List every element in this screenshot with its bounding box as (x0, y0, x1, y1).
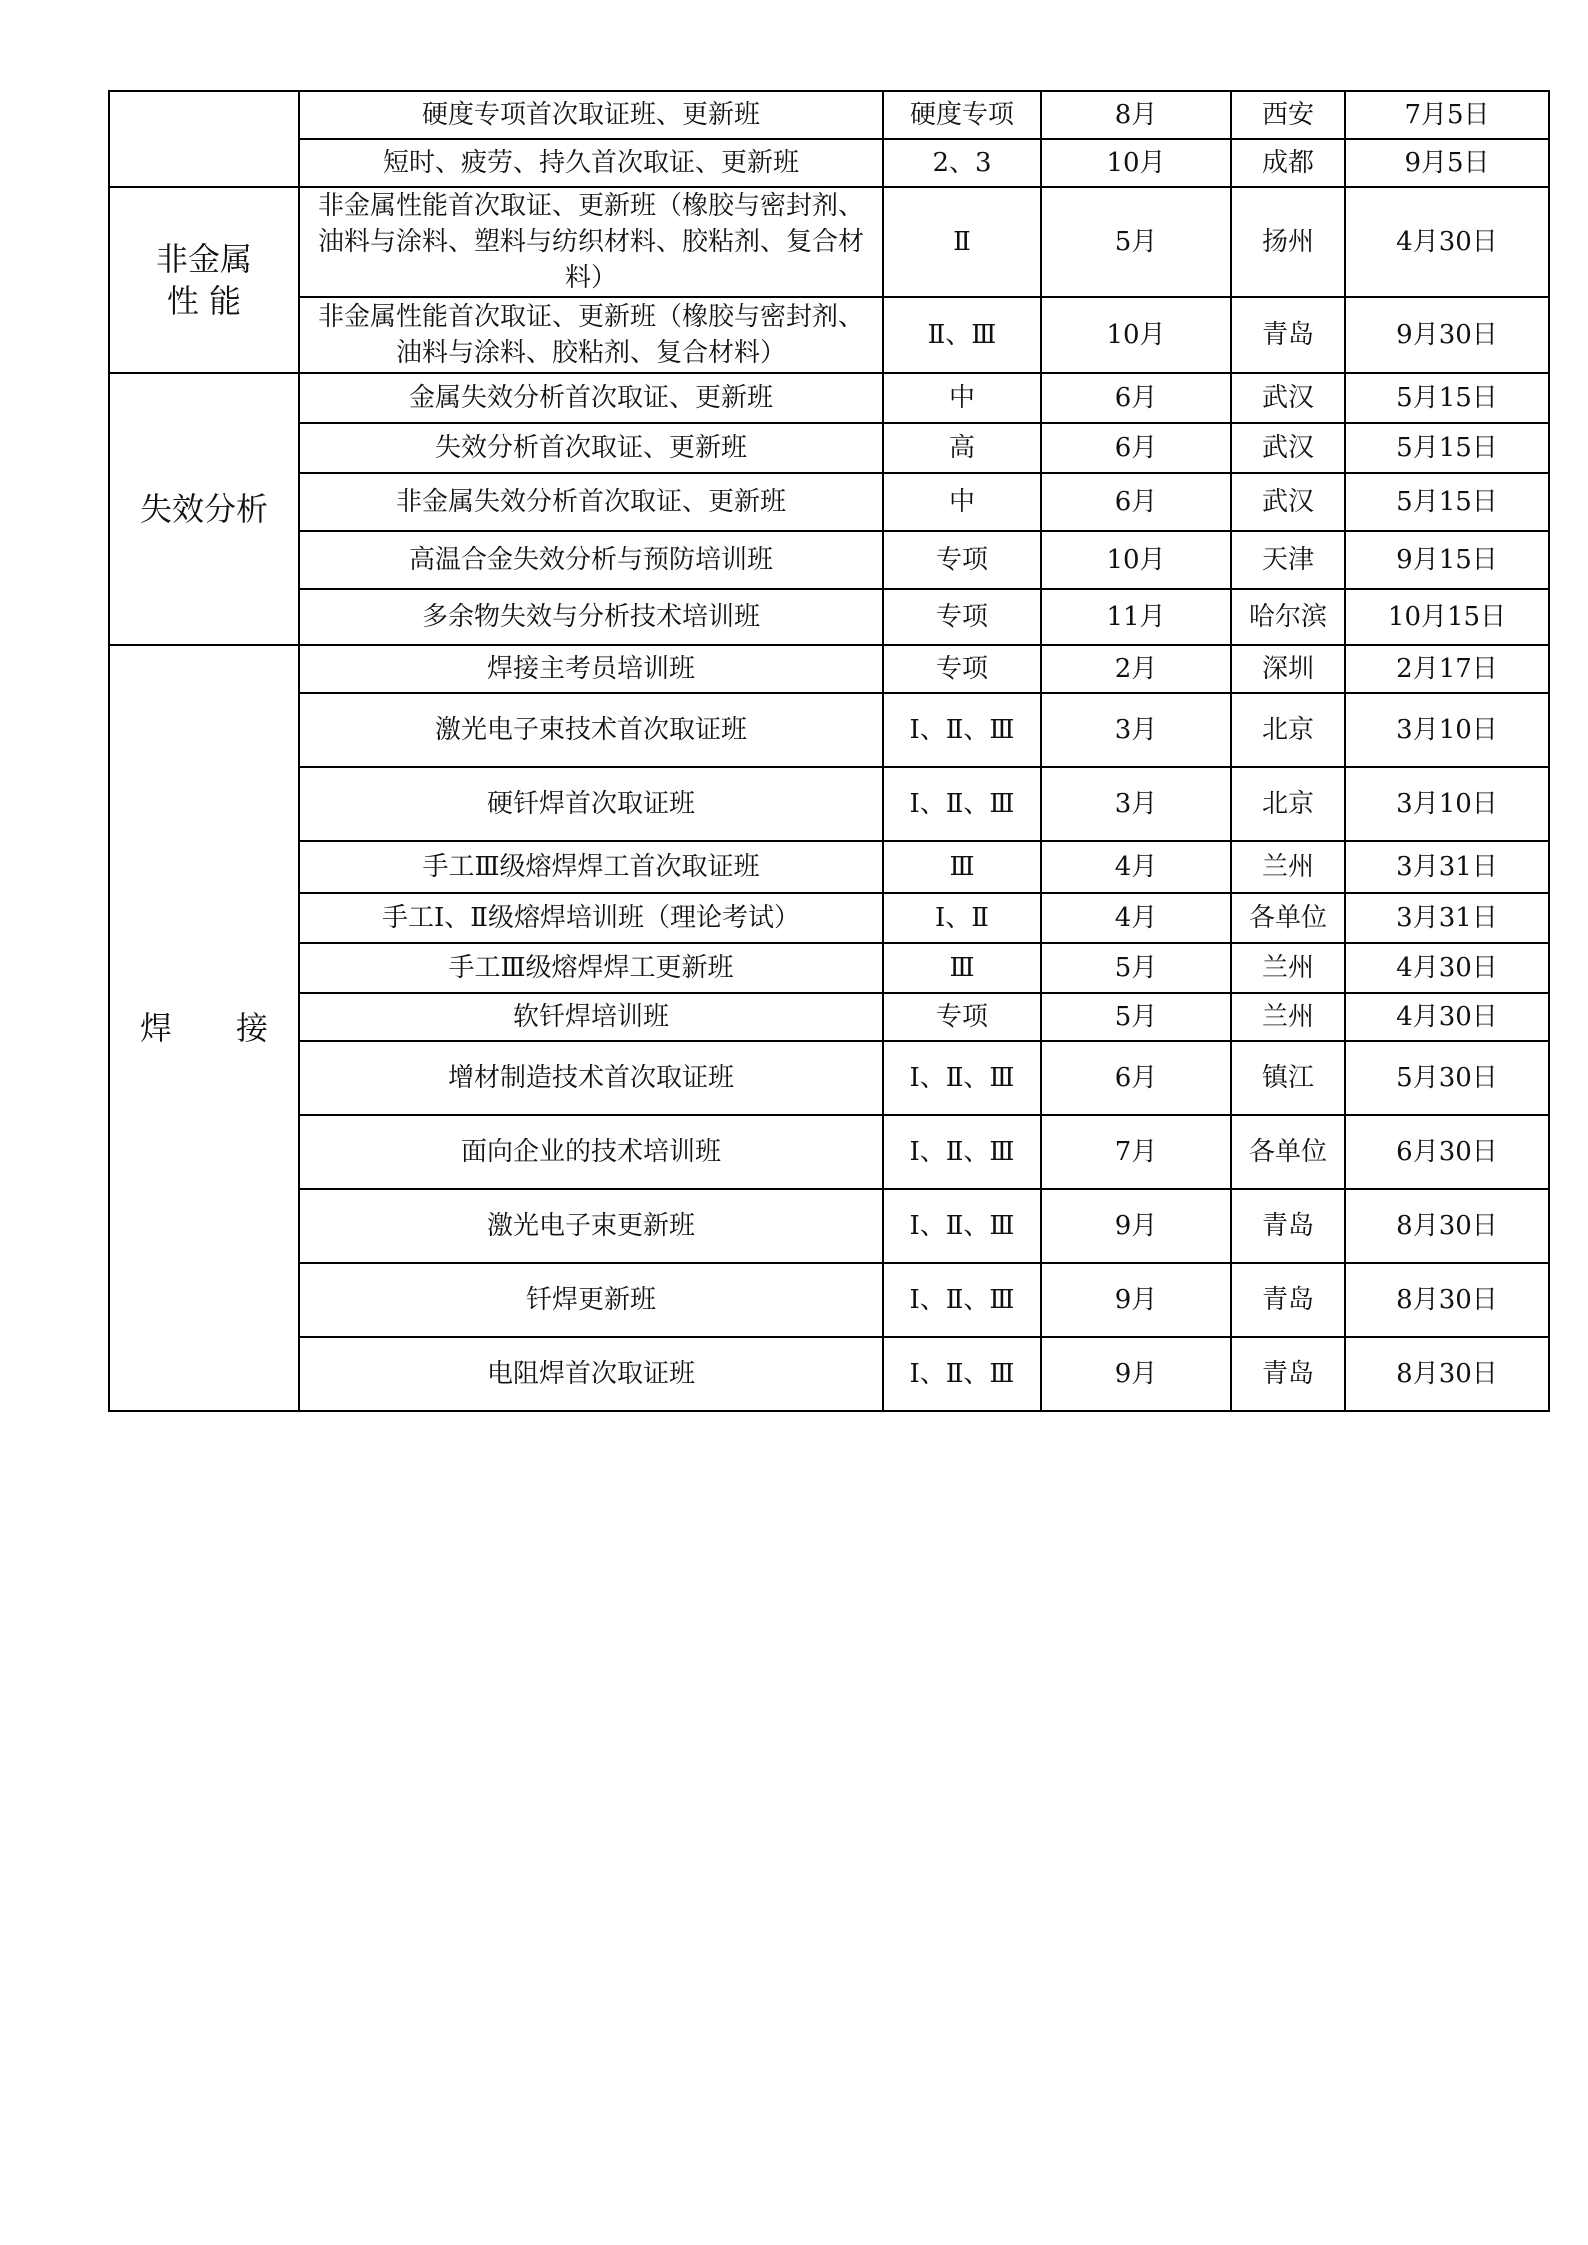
course-name-cell: 手工Ⅲ级熔焊焊工更新班 (299, 943, 883, 993)
level-cell: 高 (883, 423, 1041, 473)
category-cell (109, 187, 299, 373)
table-row (109, 423, 1549, 473)
level-cell: Ⅰ、Ⅱ、Ⅲ (883, 1115, 1041, 1189)
city-cell: 成都 (1231, 139, 1345, 187)
category-name-line: 失效分析 (139, 490, 268, 528)
city-cell: 各单位 (1231, 1115, 1345, 1189)
month-cell: 9月 (1041, 1189, 1231, 1263)
course-name-cell: 激光电子束更新班 (299, 1189, 883, 1263)
city-cell: 深圳 (1231, 645, 1345, 693)
table-row (109, 841, 1549, 893)
level-cell: Ⅰ、Ⅱ、Ⅲ (883, 767, 1041, 841)
month-cell: 10月 (1041, 531, 1231, 589)
level-cell: 硬度专项 (883, 91, 1041, 139)
month-cell: 10月 (1041, 139, 1231, 187)
city-cell: 西安 (1231, 91, 1345, 139)
deadline-cell: 4月30日 (1345, 993, 1549, 1041)
course-name-cell: 非金属性能首次取证、更新班（橡胶与密封剂、油料与涂料、胶粘剂、复合材料） (299, 297, 883, 373)
schedule-body (109, 91, 1549, 1411)
course-name-cell: 软钎焊培训班 (299, 993, 883, 1041)
deadline-cell: 9月5日 (1345, 139, 1549, 187)
level-cell: Ⅰ、Ⅱ、Ⅲ (883, 693, 1041, 767)
course-name-cell: 硬钎焊首次取证班 (299, 767, 883, 841)
course-name-cell: 硬度专项首次取证班、更新班 (299, 91, 883, 139)
month-cell: 9月 (1041, 1263, 1231, 1337)
category-cell (109, 91, 299, 187)
city-cell: 武汉 (1231, 473, 1345, 531)
deadline-cell: 8月30日 (1345, 1337, 1549, 1411)
level-cell: 专项 (883, 531, 1041, 589)
category-cell (109, 645, 299, 1411)
course-name-cell: 非金属性能首次取证、更新班（橡胶与密封剂、油料与涂料、塑料与纺织材料、胶粘剂、复合材料） (299, 187, 883, 297)
city-cell: 兰州 (1231, 943, 1345, 993)
level-cell: 专项 (883, 993, 1041, 1041)
deadline-cell: 3月31日 (1345, 841, 1549, 893)
table-row (109, 1337, 1549, 1411)
month-cell: 6月 (1041, 373, 1231, 423)
deadline-cell: 3月31日 (1345, 893, 1549, 943)
table-row (109, 139, 1549, 187)
level-cell: 中 (883, 473, 1041, 531)
city-cell: 兰州 (1231, 993, 1345, 1041)
level-cell: Ⅲ (883, 841, 1041, 893)
course-name-cell: 非金属失效分析首次取证、更新班 (299, 473, 883, 531)
course-name-cell: 短时、疲劳、持久首次取证、更新班 (299, 139, 883, 187)
month-cell: 6月 (1041, 473, 1231, 531)
level-cell: Ⅰ、Ⅱ、Ⅲ (883, 1189, 1041, 1263)
month-cell: 4月 (1041, 841, 1231, 893)
level-cell: Ⅲ (883, 943, 1041, 993)
city-cell: 北京 (1231, 693, 1345, 767)
deadline-cell: 8月30日 (1345, 1263, 1549, 1337)
deadline-cell: 5月15日 (1345, 373, 1549, 423)
category-name-line: 焊 接 (139, 1009, 268, 1047)
month-cell: 3月 (1041, 693, 1231, 767)
deadline-cell: 9月15日 (1345, 531, 1549, 589)
deadline-cell: 3月10日 (1345, 767, 1549, 841)
level-cell: Ⅰ、Ⅱ、Ⅲ (883, 1041, 1041, 1115)
table-row (109, 893, 1549, 943)
city-cell: 天津 (1231, 531, 1345, 589)
course-name-cell: 手工Ⅲ级熔焊焊工首次取证班 (299, 841, 883, 893)
deadline-cell: 5月15日 (1345, 423, 1549, 473)
month-cell: 3月 (1041, 767, 1231, 841)
level-cell: Ⅰ、Ⅱ、Ⅲ (883, 1337, 1041, 1411)
table-row (109, 531, 1549, 589)
category-name-line: 性 能 (166, 282, 242, 320)
deadline-cell: 4月30日 (1345, 187, 1549, 297)
city-cell: 北京 (1231, 767, 1345, 841)
level-cell: 专项 (883, 645, 1041, 693)
table-row (109, 645, 1549, 693)
table-row (109, 993, 1549, 1041)
deadline-cell: 10月15日 (1345, 589, 1549, 645)
month-cell: 2月 (1041, 645, 1231, 693)
level-cell: Ⅱ (883, 187, 1041, 297)
city-cell: 青岛 (1231, 1263, 1345, 1337)
table-row (109, 1263, 1549, 1337)
table-row (109, 589, 1549, 645)
category-cell (109, 373, 299, 645)
level-cell: Ⅱ、Ⅲ (883, 297, 1041, 373)
course-name-cell: 电阻焊首次取证班 (299, 1337, 883, 1411)
table-row (109, 187, 1549, 297)
level-cell: 中 (883, 373, 1041, 423)
training-schedule-table (108, 90, 1550, 1412)
table-row (109, 91, 1549, 139)
course-name-cell: 手工Ⅰ、Ⅱ级熔焊培训班（理论考试） (299, 893, 883, 943)
course-name-cell: 激光电子束技术首次取证班 (299, 693, 883, 767)
category-name-line: 非金属 (155, 240, 252, 278)
course-name-cell: 多余物失效与分析技术培训班 (299, 589, 883, 645)
month-cell: 7月 (1041, 1115, 1231, 1189)
city-cell: 武汉 (1231, 423, 1345, 473)
city-cell: 各单位 (1231, 893, 1345, 943)
city-cell: 兰州 (1231, 841, 1345, 893)
month-cell: 9月 (1041, 1337, 1231, 1411)
level-cell: 专项 (883, 589, 1041, 645)
table-row (109, 767, 1549, 841)
deadline-cell: 3月10日 (1345, 693, 1549, 767)
month-cell: 10月 (1041, 297, 1231, 373)
month-cell: 8月 (1041, 91, 1231, 139)
level-cell: Ⅰ、Ⅱ、Ⅲ (883, 1263, 1041, 1337)
table-row (109, 1189, 1549, 1263)
course-name-cell: 焊接主考员培训班 (299, 645, 883, 693)
month-cell: 5月 (1041, 993, 1231, 1041)
month-cell: 4月 (1041, 893, 1231, 943)
city-cell: 扬州 (1231, 187, 1345, 297)
course-name-cell: 金属失效分析首次取证、更新班 (299, 373, 883, 423)
level-cell: Ⅰ、Ⅱ (883, 893, 1041, 943)
city-cell: 哈尔滨 (1231, 589, 1345, 645)
course-name-cell: 钎焊更新班 (299, 1263, 883, 1337)
deadline-cell: 9月30日 (1345, 297, 1549, 373)
course-name-cell: 失效分析首次取证、更新班 (299, 423, 883, 473)
course-name-cell: 增材制造技术首次取证班 (299, 1041, 883, 1115)
table-row (109, 297, 1549, 373)
month-cell: 6月 (1041, 1041, 1231, 1115)
month-cell: 11月 (1041, 589, 1231, 645)
deadline-cell: 7月5日 (1345, 91, 1549, 139)
month-cell: 5月 (1041, 943, 1231, 993)
city-cell: 青岛 (1231, 1337, 1345, 1411)
table-row (109, 693, 1549, 767)
month-cell: 6月 (1041, 423, 1231, 473)
city-cell: 武汉 (1231, 373, 1345, 423)
deadline-cell: 5月30日 (1345, 1041, 1549, 1115)
city-cell: 青岛 (1231, 1189, 1345, 1263)
table-row (109, 473, 1549, 531)
deadline-cell: 2月17日 (1345, 645, 1549, 693)
deadline-cell: 5月15日 (1345, 473, 1549, 531)
deadline-cell: 6月30日 (1345, 1115, 1549, 1189)
city-cell: 镇江 (1231, 1041, 1345, 1115)
deadline-cell: 8月30日 (1345, 1189, 1549, 1263)
course-name-cell: 面向企业的技术培训班 (299, 1115, 883, 1189)
level-cell: 2、3 (883, 139, 1041, 187)
table-row (109, 1041, 1549, 1115)
table-row (109, 373, 1549, 423)
city-cell: 青岛 (1231, 297, 1345, 373)
table-row (109, 1115, 1549, 1189)
table-row (109, 943, 1549, 993)
deadline-cell: 4月30日 (1345, 943, 1549, 993)
course-name-cell: 高温合金失效分析与预防培训班 (299, 531, 883, 589)
month-cell: 5月 (1041, 187, 1231, 297)
